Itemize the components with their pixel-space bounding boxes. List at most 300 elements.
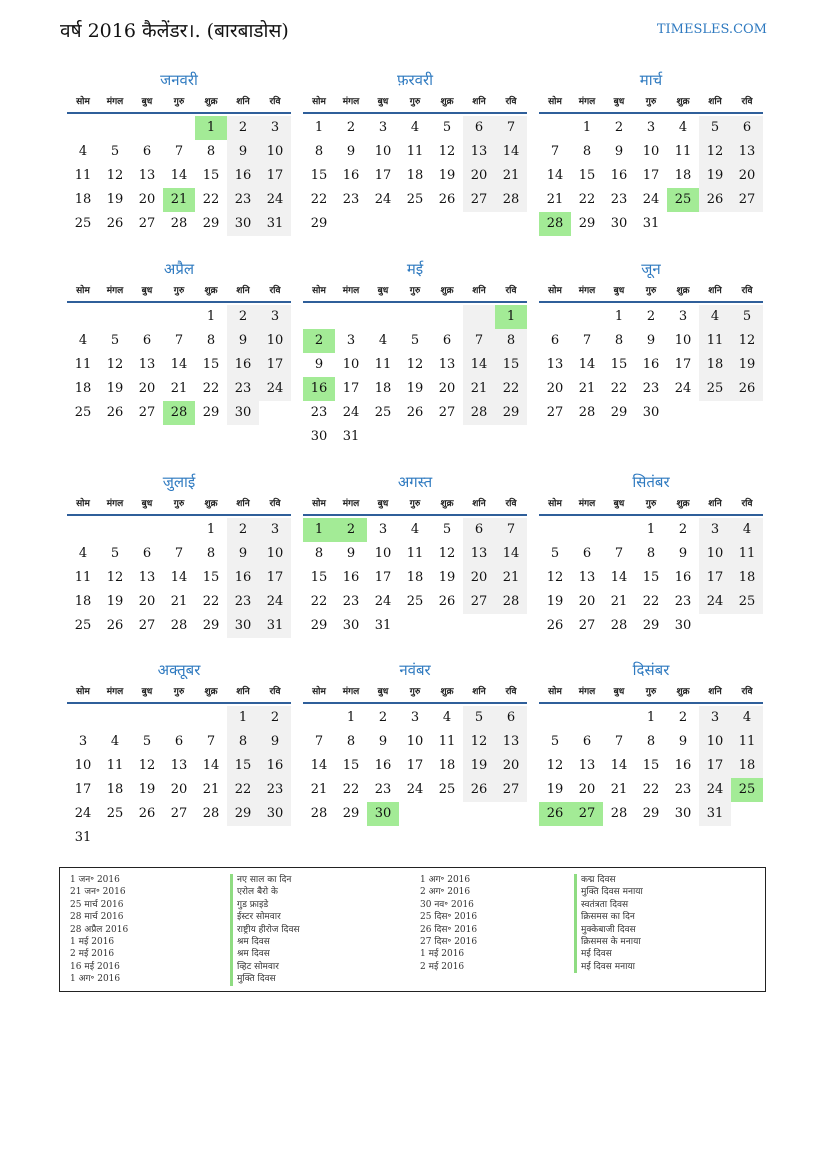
day-cell[interactable]: 29 — [202, 618, 220, 633]
day-cell[interactable]: 19 — [699, 164, 731, 188]
day-cell[interactable]: 15 — [642, 758, 660, 773]
day-cell[interactable]: 18 — [674, 168, 692, 183]
day-cell[interactable]: 8 — [314, 144, 324, 159]
day-cell[interactable]: 2 — [646, 309, 656, 324]
day-cell[interactable]: 22 — [227, 778, 259, 802]
day-cell[interactable]: 8 — [582, 144, 592, 159]
day-cell[interactable]: 15 — [310, 570, 328, 585]
day-cell[interactable]: 9 — [227, 542, 259, 566]
day-cell[interactable]: 9 — [646, 333, 656, 348]
day-cell[interactable]: 6 — [495, 706, 527, 730]
day-cell[interactable]: 14 — [546, 168, 564, 183]
day-cell[interactable]: 5 — [699, 116, 731, 140]
day-cell[interactable]: 13 — [170, 758, 188, 773]
day-cell[interactable]: 25 — [106, 806, 124, 821]
day-cell[interactable]: 9 — [614, 144, 624, 159]
day-cell[interactable]: 17 — [699, 754, 731, 778]
day-cell[interactable]: 17 — [406, 758, 424, 773]
day-cell[interactable]: 11 — [406, 546, 424, 561]
day-cell[interactable]: 13 — [578, 758, 596, 773]
day-cell[interactable]: 29 — [342, 806, 360, 821]
day-cell[interactable]: 24 — [374, 594, 392, 609]
day-cell[interactable]: 23 — [610, 192, 628, 207]
day-cell[interactable]: 2 — [259, 706, 291, 730]
day-cell[interactable]: 12 — [138, 758, 156, 773]
day-cell[interactable]: 29 — [642, 806, 660, 821]
day-cell[interactable]: 22 — [610, 381, 628, 396]
holiday-day-cell[interactable]: 25 — [667, 188, 699, 212]
day-cell[interactable]: 9 — [678, 546, 688, 561]
day-cell[interactable]: 11 — [731, 730, 763, 754]
day-cell[interactable]: 8 — [206, 333, 216, 348]
day-cell[interactable]: 24 — [699, 590, 731, 614]
day-cell[interactable]: 9 — [346, 546, 356, 561]
day-cell[interactable]: 19 — [438, 168, 456, 183]
day-cell[interactable]: 20 — [578, 594, 596, 609]
day-cell[interactable]: 3 — [410, 710, 420, 725]
day-cell[interactable]: 24 — [259, 590, 291, 614]
day-cell[interactable]: 17 — [374, 168, 392, 183]
holiday-day-cell[interactable]: 28 — [163, 401, 195, 425]
day-cell[interactable]: 29 — [227, 802, 259, 826]
day-cell[interactable]: 3 — [646, 120, 656, 135]
day-cell[interactable]: 12 — [699, 140, 731, 164]
day-cell[interactable]: 8 — [206, 546, 216, 561]
day-cell[interactable]: 9 — [227, 140, 259, 164]
day-cell[interactable]: 28 — [495, 188, 527, 212]
day-cell[interactable]: 9 — [259, 730, 291, 754]
day-cell[interactable]: 21 — [170, 381, 188, 396]
day-cell[interactable]: 16 — [674, 570, 692, 585]
day-cell[interactable]: 5 — [110, 333, 120, 348]
day-cell[interactable]: 20 — [438, 381, 456, 396]
day-cell[interactable]: 3 — [699, 518, 731, 542]
day-cell[interactable]: 6 — [550, 333, 560, 348]
day-cell[interactable]: 7 — [495, 518, 527, 542]
day-cell[interactable]: 7 — [614, 546, 624, 561]
day-cell[interactable]: 19 — [731, 353, 763, 377]
day-cell[interactable]: 16 — [642, 357, 660, 372]
day-cell[interactable]: 28 — [310, 806, 328, 821]
day-cell[interactable]: 13 — [438, 357, 456, 372]
day-cell[interactable]: 1 — [646, 522, 656, 537]
day-cell[interactable]: 4 — [78, 333, 88, 348]
day-cell[interactable]: 29 — [610, 405, 628, 420]
day-cell[interactable]: 12 — [406, 357, 424, 372]
day-cell[interactable]: 20 — [138, 381, 156, 396]
day-cell[interactable]: 22 — [495, 377, 527, 401]
day-cell[interactable]: 25 — [406, 192, 424, 207]
day-cell[interactable]: 7 — [314, 734, 324, 749]
day-cell[interactable]: 17 — [259, 566, 291, 590]
day-cell[interactable]: 14 — [610, 758, 628, 773]
day-cell[interactable]: 5 — [142, 734, 152, 749]
day-cell[interactable]: 28 — [170, 618, 188, 633]
day-cell[interactable]: 16 — [227, 164, 259, 188]
day-cell[interactable]: 27 — [438, 405, 456, 420]
day-cell[interactable]: 16 — [374, 758, 392, 773]
day-cell[interactable]: 14 — [170, 570, 188, 585]
day-cell[interactable]: 18 — [731, 566, 763, 590]
day-cell[interactable]: 5 — [442, 120, 452, 135]
day-cell[interactable]: 22 — [202, 381, 220, 396]
day-cell[interactable]: 4 — [410, 120, 420, 135]
day-cell[interactable]: 10 — [374, 546, 392, 561]
day-cell[interactable]: 31 — [342, 429, 360, 444]
day-cell[interactable]: 30 — [642, 405, 660, 420]
day-cell[interactable]: 23 — [342, 594, 360, 609]
day-cell[interactable]: 6 — [142, 546, 152, 561]
day-cell[interactable]: 2 — [378, 710, 388, 725]
day-cell[interactable]: 12 — [463, 730, 495, 754]
day-cell[interactable]: 25 — [74, 216, 92, 231]
day-cell[interactable]: 10 — [374, 144, 392, 159]
day-cell[interactable]: 24 — [259, 377, 291, 401]
day-cell[interactable]: 21 — [610, 782, 628, 797]
holiday-day-cell[interactable]: 1 — [495, 305, 527, 329]
day-cell[interactable]: 7 — [206, 734, 216, 749]
day-cell[interactable]: 17 — [374, 570, 392, 585]
day-cell[interactable]: 30 — [310, 429, 328, 444]
day-cell[interactable]: 31 — [259, 614, 291, 638]
day-cell[interactable]: 6 — [463, 518, 495, 542]
holiday-day-cell[interactable]: 1 — [303, 518, 335, 542]
day-cell[interactable]: 30 — [610, 216, 628, 231]
day-cell[interactable]: 27 — [463, 188, 495, 212]
day-cell[interactable]: 23 — [674, 594, 692, 609]
day-cell[interactable]: 6 — [442, 333, 452, 348]
day-cell[interactable]: 6 — [582, 734, 592, 749]
holiday-day-cell[interactable]: 2 — [303, 329, 335, 353]
day-cell[interactable]: 26 — [731, 377, 763, 401]
day-cell[interactable]: 13 — [138, 357, 156, 372]
day-cell[interactable]: 12 — [438, 546, 456, 561]
day-cell[interactable]: 17 — [642, 168, 660, 183]
day-cell[interactable]: 17 — [342, 381, 360, 396]
day-cell[interactable]: 3 — [699, 706, 731, 730]
day-cell[interactable]: 6 — [731, 116, 763, 140]
day-cell[interactable]: 7 — [174, 144, 184, 159]
day-cell[interactable]: 17 — [74, 782, 92, 797]
day-cell[interactable]: 5 — [110, 546, 120, 561]
day-cell[interactable]: 24 — [674, 381, 692, 396]
day-cell[interactable]: 20 — [138, 594, 156, 609]
day-cell[interactable]: 16 — [610, 168, 628, 183]
day-cell[interactable]: 27 — [138, 618, 156, 633]
day-cell[interactable]: 15 — [202, 168, 220, 183]
day-cell[interactable]: 27 — [578, 618, 596, 633]
day-cell[interactable]: 23 — [342, 192, 360, 207]
day-cell[interactable]: 6 — [174, 734, 184, 749]
day-cell[interactable]: 25 — [74, 405, 92, 420]
day-cell[interactable]: 26 — [463, 778, 495, 802]
day-cell[interactable]: 30 — [227, 614, 259, 638]
day-cell[interactable]: 5 — [550, 734, 560, 749]
day-cell[interactable]: 11 — [106, 758, 124, 773]
day-cell[interactable]: 3 — [346, 333, 356, 348]
day-cell[interactable]: 7 — [495, 116, 527, 140]
day-cell[interactable]: 11 — [699, 329, 731, 353]
day-cell[interactable]: 25 — [699, 377, 731, 401]
day-cell[interactable]: 23 — [227, 377, 259, 401]
day-cell[interactable]: 8 — [646, 546, 656, 561]
day-cell[interactable]: 15 — [610, 357, 628, 372]
day-cell[interactable]: 16 — [674, 758, 692, 773]
day-cell[interactable]: 29 — [578, 216, 596, 231]
day-cell[interactable]: 24 — [74, 806, 92, 821]
day-cell[interactable]: 12 — [106, 357, 124, 372]
day-cell[interactable]: 4 — [731, 518, 763, 542]
day-cell[interactable]: 27 — [170, 806, 188, 821]
day-cell[interactable]: 17 — [259, 353, 291, 377]
day-cell[interactable]: 15 — [342, 758, 360, 773]
day-cell[interactable]: 3 — [378, 120, 388, 135]
day-cell[interactable]: 19 — [106, 192, 124, 207]
day-cell[interactable]: 15 — [578, 168, 596, 183]
day-cell[interactable]: 25 — [406, 594, 424, 609]
day-cell[interactable]: 1 — [614, 309, 624, 324]
day-cell[interactable]: 18 — [106, 782, 124, 797]
day-cell[interactable]: 15 — [310, 168, 328, 183]
day-cell[interactable]: 22 — [310, 594, 328, 609]
day-cell[interactable]: 10 — [259, 542, 291, 566]
day-cell[interactable]: 23 — [374, 782, 392, 797]
site-link[interactable]: TIMESLES.COM — [656, 22, 767, 37]
day-cell[interactable]: 28 — [463, 401, 495, 425]
day-cell[interactable]: 31 — [74, 830, 92, 845]
day-cell[interactable]: 21 — [546, 192, 564, 207]
day-cell[interactable]: 19 — [106, 594, 124, 609]
day-cell[interactable]: 24 — [406, 782, 424, 797]
day-cell[interactable]: 10 — [642, 144, 660, 159]
day-cell[interactable]: 12 — [546, 570, 564, 585]
day-cell[interactable]: 11 — [374, 357, 392, 372]
day-cell[interactable]: 28 — [610, 618, 628, 633]
day-cell[interactable]: 13 — [495, 730, 527, 754]
day-cell[interactable]: 23 — [259, 778, 291, 802]
day-cell[interactable]: 7 — [550, 144, 560, 159]
day-cell[interactable]: 11 — [438, 734, 456, 749]
day-cell[interactable]: 11 — [74, 357, 92, 372]
day-cell[interactable]: 6 — [142, 333, 152, 348]
holiday-day-cell[interactable]: 2 — [335, 518, 367, 542]
day-cell[interactable]: 24 — [642, 192, 660, 207]
day-cell[interactable]: 30 — [227, 401, 259, 425]
day-cell[interactable]: 4 — [699, 305, 731, 329]
day-cell[interactable]: 28 — [610, 806, 628, 821]
day-cell[interactable]: 13 — [578, 570, 596, 585]
day-cell[interactable]: 27 — [495, 778, 527, 802]
day-cell[interactable]: 27 — [463, 590, 495, 614]
day-cell[interactable]: 29 — [202, 405, 220, 420]
day-cell[interactable]: 18 — [438, 758, 456, 773]
day-cell[interactable]: 2 — [678, 710, 688, 725]
day-cell[interactable]: 30 — [674, 806, 692, 821]
day-cell[interactable]: 7 — [174, 333, 184, 348]
day-cell[interactable]: 12 — [438, 144, 456, 159]
day-cell[interactable]: 13 — [138, 168, 156, 183]
day-cell[interactable]: 1 — [206, 522, 216, 537]
day-cell[interactable]: 28 — [578, 405, 596, 420]
day-cell[interactable]: 16 — [259, 754, 291, 778]
day-cell[interactable]: 21 — [495, 566, 527, 590]
day-cell[interactable]: 5 — [410, 333, 420, 348]
day-cell[interactable]: 15 — [202, 357, 220, 372]
day-cell[interactable]: 11 — [74, 570, 92, 585]
day-cell[interactable]: 28 — [495, 590, 527, 614]
day-cell[interactable]: 27 — [546, 405, 564, 420]
day-cell[interactable]: 19 — [546, 594, 564, 609]
day-cell[interactable]: 8 — [495, 329, 527, 353]
day-cell[interactable]: 19 — [138, 782, 156, 797]
day-cell[interactable]: 11 — [406, 144, 424, 159]
day-cell[interactable]: 24 — [699, 778, 731, 802]
day-cell[interactable]: 18 — [74, 594, 92, 609]
day-cell[interactable]: 31 — [699, 802, 731, 826]
day-cell[interactable]: 26 — [106, 405, 124, 420]
day-cell[interactable]: 14 — [495, 140, 527, 164]
day-cell[interactable]: 10 — [674, 333, 692, 348]
holiday-day-cell[interactable]: 30 — [367, 802, 399, 826]
day-cell[interactable]: 20 — [463, 566, 495, 590]
day-cell[interactable]: 2 — [227, 305, 259, 329]
day-cell[interactable]: 16 — [342, 168, 360, 183]
day-cell[interactable]: 22 — [202, 594, 220, 609]
day-cell[interactable]: 30 — [227, 212, 259, 236]
day-cell[interactable]: 1 — [346, 710, 356, 725]
day-cell[interactable]: 18 — [699, 353, 731, 377]
day-cell[interactable]: 28 — [170, 216, 188, 231]
day-cell[interactable]: 14 — [610, 570, 628, 585]
day-cell[interactable]: 10 — [699, 542, 731, 566]
day-cell[interactable]: 4 — [410, 522, 420, 537]
day-cell[interactable]: 7 — [582, 333, 592, 348]
day-cell[interactable]: 20 — [731, 164, 763, 188]
day-cell[interactable]: 13 — [138, 570, 156, 585]
day-cell[interactable]: 20 — [463, 164, 495, 188]
day-cell[interactable]: 7 — [463, 329, 495, 353]
day-cell[interactable]: 19 — [406, 381, 424, 396]
day-cell[interactable]: 20 — [546, 381, 564, 396]
day-cell[interactable]: 18 — [731, 754, 763, 778]
day-cell[interactable]: 29 — [642, 618, 660, 633]
day-cell[interactable]: 3 — [259, 305, 291, 329]
day-cell[interactable]: 13 — [463, 140, 495, 164]
day-cell[interactable]: 26 — [406, 405, 424, 420]
day-cell[interactable]: 5 — [110, 144, 120, 159]
day-cell[interactable]: 2 — [678, 522, 688, 537]
day-cell[interactable]: 8 — [614, 333, 624, 348]
day-cell[interactable]: 15 — [495, 353, 527, 377]
day-cell[interactable]: 17 — [674, 357, 692, 372]
day-cell[interactable]: 7 — [614, 734, 624, 749]
day-cell[interactable]: 4 — [378, 333, 388, 348]
day-cell[interactable]: 14 — [463, 353, 495, 377]
day-cell[interactable]: 2 — [227, 116, 259, 140]
day-cell[interactable]: 3 — [378, 522, 388, 537]
day-cell[interactable]: 15 — [202, 570, 220, 585]
day-cell[interactable]: 11 — [731, 542, 763, 566]
day-cell[interactable]: 29 — [202, 216, 220, 231]
day-cell[interactable]: 29 — [310, 618, 328, 633]
day-cell[interactable]: 31 — [374, 618, 392, 633]
day-cell[interactable]: 12 — [731, 329, 763, 353]
day-cell[interactable]: 25 — [374, 405, 392, 420]
day-cell[interactable]: 30 — [259, 802, 291, 826]
day-cell[interactable]: 1 — [227, 706, 259, 730]
day-cell[interactable]: 22 — [310, 192, 328, 207]
day-cell[interactable]: 22 — [342, 782, 360, 797]
day-cell[interactable]: 8 — [346, 734, 356, 749]
day-cell[interactable]: 1 — [314, 120, 324, 135]
day-cell[interactable]: 26 — [438, 192, 456, 207]
day-cell[interactable]: 20 — [495, 754, 527, 778]
holiday-day-cell[interactable]: 16 — [303, 377, 335, 401]
day-cell[interactable]: 21 — [578, 381, 596, 396]
day-cell[interactable]: 3 — [259, 116, 291, 140]
day-cell[interactable]: 16 — [227, 353, 259, 377]
day-cell[interactable]: 8 — [314, 546, 324, 561]
day-cell[interactable]: 28 — [202, 806, 220, 821]
day-cell[interactable]: 20 — [170, 782, 188, 797]
day-cell[interactable]: 1 — [646, 710, 656, 725]
holiday-day-cell[interactable]: 1 — [195, 116, 227, 140]
day-cell[interactable]: 4 — [442, 710, 452, 725]
day-cell[interactable]: 5 — [731, 305, 763, 329]
day-cell[interactable]: 5 — [442, 522, 452, 537]
day-cell[interactable]: 9 — [227, 329, 259, 353]
day-cell[interactable]: 10 — [406, 734, 424, 749]
day-cell[interactable]: 8 — [206, 144, 216, 159]
day-cell[interactable]: 6 — [582, 546, 592, 561]
day-cell[interactable]: 14 — [578, 357, 596, 372]
day-cell[interactable]: 13 — [463, 542, 495, 566]
day-cell[interactable]: 1 — [582, 120, 592, 135]
day-cell[interactable]: 4 — [78, 546, 88, 561]
day-cell[interactable]: 25 — [731, 590, 763, 614]
day-cell[interactable]: 12 — [106, 570, 124, 585]
day-cell[interactable]: 22 — [578, 192, 596, 207]
day-cell[interactable]: 14 — [170, 357, 188, 372]
day-cell[interactable]: 26 — [106, 618, 124, 633]
day-cell[interactable]: 31 — [259, 212, 291, 236]
day-cell[interactable]: 27 — [731, 188, 763, 212]
day-cell[interactable]: 17 — [699, 566, 731, 590]
day-cell[interactable]: 21 — [463, 377, 495, 401]
day-cell[interactable]: 13 — [731, 140, 763, 164]
day-cell[interactable]: 14 — [202, 758, 220, 773]
day-cell[interactable]: 4 — [78, 144, 88, 159]
day-cell[interactable]: 26 — [138, 806, 156, 821]
day-cell[interactable]: 10 — [259, 140, 291, 164]
day-cell[interactable]: 20 — [138, 192, 156, 207]
holiday-day-cell[interactable]: 27 — [571, 802, 603, 826]
day-cell[interactable]: 18 — [374, 381, 392, 396]
day-cell[interactable]: 6 — [463, 116, 495, 140]
holiday-day-cell[interactable]: 21 — [163, 188, 195, 212]
day-cell[interactable]: 24 — [342, 405, 360, 420]
day-cell[interactable]: 23 — [227, 590, 259, 614]
day-cell[interactable]: 22 — [642, 594, 660, 609]
day-cell[interactable]: 18 — [74, 192, 92, 207]
day-cell[interactable]: 19 — [546, 782, 564, 797]
day-cell[interactable]: 19 — [106, 381, 124, 396]
day-cell[interactable]: 25 — [438, 782, 456, 797]
day-cell[interactable]: 14 — [170, 168, 188, 183]
day-cell[interactable]: 16 — [342, 570, 360, 585]
day-cell[interactable]: 23 — [642, 381, 660, 396]
day-cell[interactable]: 30 — [342, 618, 360, 633]
